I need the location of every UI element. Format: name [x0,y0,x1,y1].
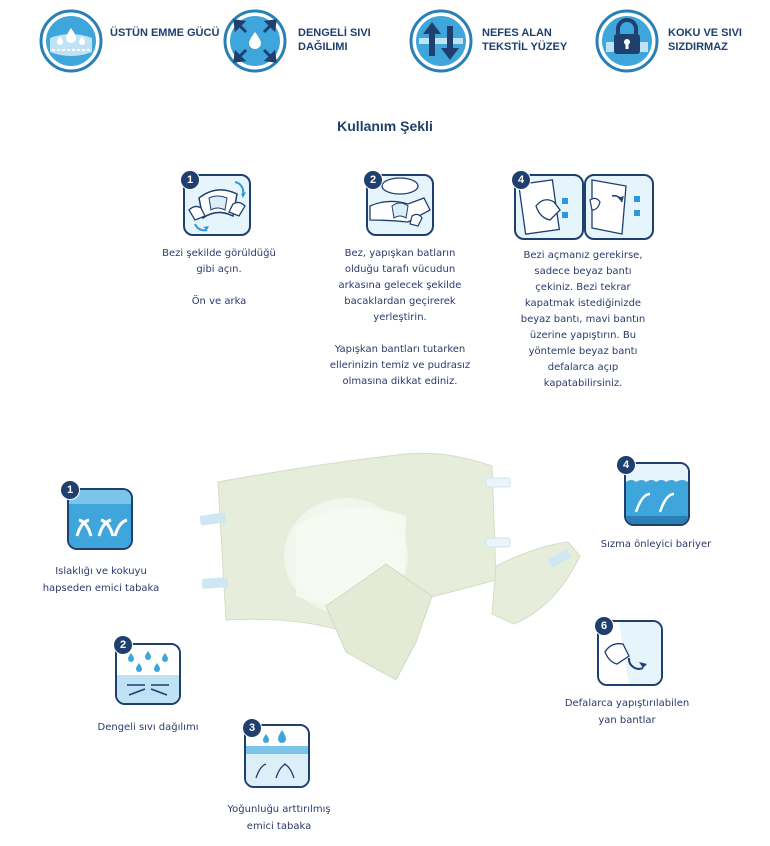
part-4-illustration [624,462,690,526]
feature-leakproof [594,8,754,72]
feature-label: ÜSTÜN EMME GÜCÜ [110,27,220,39]
step-instruction: Bezi açmanız gerekirse, sadece beyaz bantı çekiniz. Bezi tekrar kapatmak istediğinizde beyaz bantı, mavi bantın üzerine yapıştırın. Bu yöntemle beyaz bantı defalarca açıp kapatabilirsiniz. [520,250,646,389]
part-number-badge: 3 [242,718,262,738]
step-instruction: Bez, yapışkan batların olduğu tarafı vücudun arkasına gelecek şekilde bacaklardan geçirerek yerleştirin. [338,248,462,323]
step-number-badge: 2 [363,170,383,190]
part-number-badge: 4 [616,455,636,475]
part-6-label: Defalarca yapıştırılabilen yan bantlar [564,698,690,726]
part-number-badge: 6 [594,616,614,636]
step-number-badge: 1 [180,170,200,190]
feature-label: DENGELİ SIVI DAĞILIMI [298,27,371,53]
step-2-text [328,246,472,390]
step-note: Yapışkan bantları tutarken ellerinizin temiz ve pudrasız olmasına dikkat ediniz. [329,344,471,387]
feature-distribution [222,8,382,72]
leak-barrier-icon [626,464,688,524]
part-4-label: Sızma önleyici bariyer [600,539,712,550]
part-number-badge: 2 [113,635,133,655]
spread-arrows-drop-icon [222,8,288,74]
feature-label: KOKU VE SIVI SIZDIRMAZ [668,27,742,53]
step-note: Ön ve arka [191,296,247,307]
feature-absorbency [38,8,220,72]
part-2-label: Dengeli sıvı dağılımı [97,722,199,733]
leak-lock-icon [594,8,660,74]
part-3-label: Yoğunluğu arttırılmış emici tabaka [227,804,331,832]
breathable-arrows-icon [408,8,474,74]
step-1-text [154,246,284,310]
usage-title: Kullanım Şekli [337,118,433,134]
part-1-illustration [67,488,133,550]
step-instruction: Bezi şekilde görüldüğü gibi açın. [162,248,276,275]
step-4-illustration-right [584,174,654,240]
diaper-image [196,446,590,696]
step-number-badge: 4 [511,170,531,190]
feature-label: NEFES ALAN TEKSTİL YÜZEY [482,27,568,53]
step-4-text [518,248,648,392]
absorbent-layer-icon [69,490,131,548]
absorbency-drops-icon [38,8,104,74]
reclose-tab-icon [586,176,652,238]
part-number-badge: 1 [60,480,80,500]
part-1-label: Islaklığı ve kokuyu hapseden emici tabaka [42,566,160,594]
feature-breathable [408,8,578,72]
